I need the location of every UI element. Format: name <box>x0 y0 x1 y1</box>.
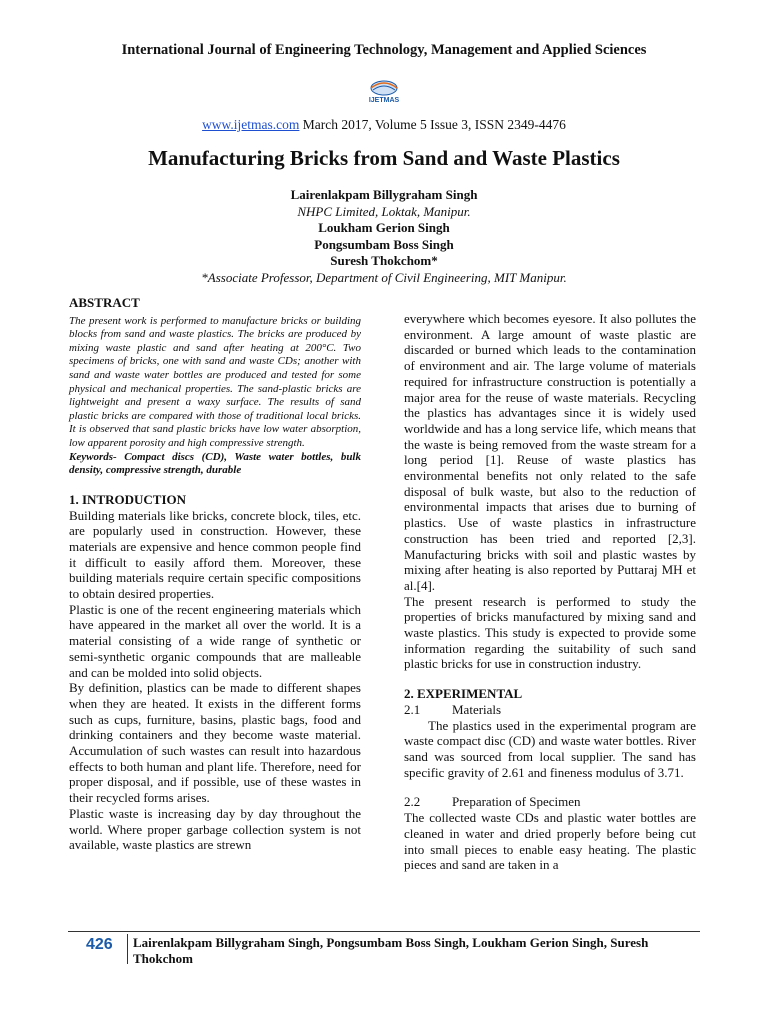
author-name: Lairenlakpam Billygraham Singh <box>290 187 478 202</box>
paper-title: Manufacturing Bricks from Sand and Waste Plastics <box>148 146 620 170</box>
author-name: Suresh Thokchom* <box>330 253 438 269</box>
abstract-text: The present work is performed to manufacture bricks or building blocks from sand and waste plastics. The bricks are produced by mixing waste plastic and sand after heating at 200°C. Two specimens of bricks, one with sand and waste CDs; another with sand and waste water bottles are produced and tested for some physical and mechanical properties. The sand-plastic bricks are lightweight and present a waxy surface. The results of sand plastic bricks are compared with those of traditional local bricks. It is observed that sand plastic bricks have low water absorption, low apparent porosity and high compressive strength. <box>69 314 361 450</box>
author-block <box>0 187 768 287</box>
preparation-paragraph: The collected waste CDs and plastic water bottles are cleaned in water and dried properly before being cut into small pieces to enable easy heating. The plastic pieces and sand are taken in a <box>404 810 696 873</box>
intro-heading: 1. INTRODUCTION <box>69 491 187 507</box>
intro-paragraph: Building materials like bricks, concrete block, tiles, etc. are popularly used in construction. However, these materials are expensive and hence common people find it difficult to easily afford them. Moreover, these building materials require certain specific compositions to obtain desired properties. <box>69 507 361 602</box>
intro-paragraph: The present research is performed to study the properties of bricks manufactured by mixing sand and waste plastics. This study is expected to provide some information regarding the suitability of such sand plastic bricks for use in construction industry. <box>404 593 696 672</box>
footer-divider <box>127 934 128 964</box>
author-affiliation: NHPC Limited, Loktak, Manipur. <box>297 203 471 219</box>
footer-authors: Lairenlakpam Billygraham Singh, Pongsumbam Boss Singh, Loukham Gerion Singh, Suresh Thokchom <box>133 935 649 966</box>
intro-paragraph: everywhere which becomes eyesore. It also pollutes the environment. A large amount of waste plastic are discarded or burned which leads to the contamination of environment and air. The large volume of materials required for infrastructure construction is potentially a major area for the reuse of waste materials. Recycling the plastics has advantages since it is widely used worldwide and has a long service life, which means that the waste is being removed from the waste stream for a long period [1]. Reuse of waste plastics has environmental benefits not only related to the safe disposal of bulk waste, but also to the reduction of environmental impacts that arises due to burning of plastics. Use of waste plastics in infrastructure construction has been tried and reported [2,3]. Manufacturing bricks with soil and plastic wastes by mixing after heating is also reported by Puttaraj MH et al.[4]. <box>404 311 696 593</box>
intro-paragraph: Plastic waste is increasing day by day throughout the world. Where proper garbage collection system is not available, waste plastics are strewn <box>69 805 361 853</box>
subsection-number: 2.2 <box>404 794 421 810</box>
footer-rule <box>68 931 700 932</box>
intro-paragraph: Plastic is one of the recent engineering materials which have appeared in the market all over the world. It is a material consisting of a wide range of synthetic or semi-synthetic organic compounds that are malleable and can be molded into solid objects. <box>69 601 361 680</box>
journal-name: International Journal of Engineering Technology, Management and Applied Sciences <box>121 42 647 58</box>
logo-globe-icon <box>359 76 409 96</box>
subsection-heading-preparation <box>404 794 696 810</box>
materials-paragraph: The plastics used in the experimental program are waste compact disc (CD) and waste water bottles. River sand was sourced from local supplier. The sand has specific gravity of 2.61 and fineness modulus of 3.71. <box>404 717 696 780</box>
journal-logo <box>359 76 409 104</box>
keywords: Keywords- Compact discs (CD), Waste water bottles, bulk density, compressive strength, durable <box>69 450 361 477</box>
issue-info: March 2017, Volume 5 Issue 3, ISSN 2349-4476 <box>302 117 566 132</box>
author-affiliation: *Associate Professor, Department of Civil Engineering, MIT Manipur. <box>201 269 567 285</box>
issue-line <box>0 117 768 133</box>
experimental-heading: 2. EXPERIMENTAL <box>404 686 523 702</box>
right-column <box>404 311 696 873</box>
left-column <box>69 295 361 853</box>
page-number: 426 <box>86 936 113 953</box>
abstract-heading: ABSTRACT <box>69 295 140 310</box>
subsection-heading-materials <box>404 702 696 718</box>
author-name: Pongsumbam Boss Singh <box>314 236 454 252</box>
logo-text: IJETMAS <box>368 97 400 104</box>
journal-url-link[interactable]: www.ijetmas.com <box>202 117 300 132</box>
intro-paragraph: By definition, plastics can be made to different shapes when they are heated. It exists in the different forms such as cups, furniture, basins, plastic bags, food and drinking containers and they become waste material. Accumulation of such wastes can result into hazardous effects to both human and plant life. Therefore, need for proper disposal, and if possible, use of these wastes in their recycled forms arises. <box>69 680 361 806</box>
subsection-title: Materials <box>452 701 502 717</box>
author-name: Loukham Gerion Singh <box>318 220 450 236</box>
subsection-number: 2.1 <box>404 701 421 717</box>
subsection-title: Preparation of Specimen <box>452 794 581 810</box>
